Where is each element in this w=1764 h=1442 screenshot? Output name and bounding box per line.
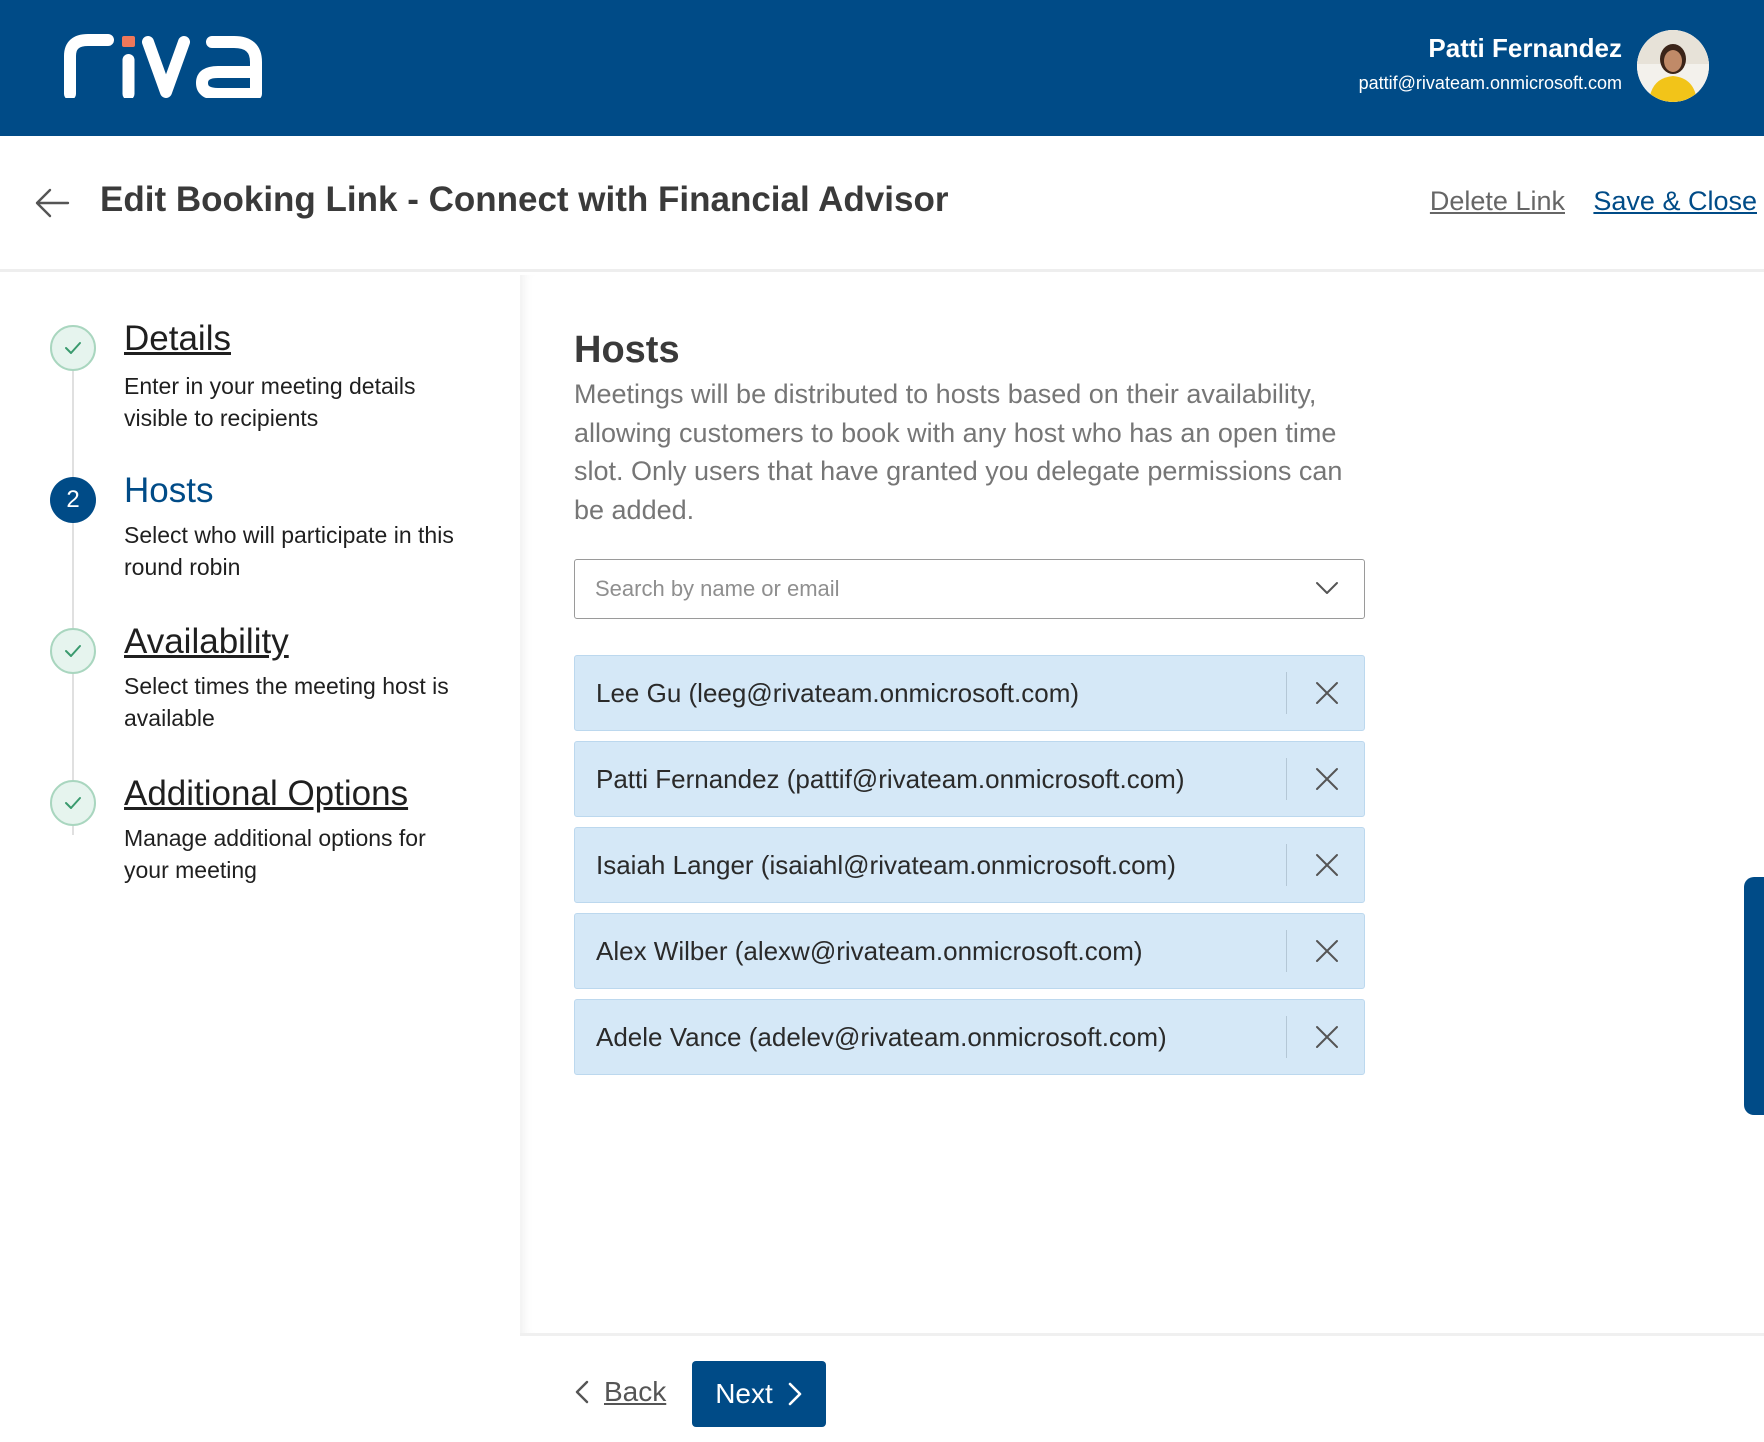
- step-title-availability[interactable]: Availability: [124, 622, 289, 661]
- divider: [1286, 1016, 1288, 1058]
- step-description: Select times the meeting host is available: [124, 673, 449, 731]
- back-arrow-icon[interactable]: [32, 186, 72, 220]
- step-description: Manage additional options for your meeting: [124, 825, 426, 883]
- avatar[interactable]: [1637, 30, 1709, 102]
- delete-link-button[interactable]: Delete Link: [1429, 186, 1565, 216]
- side-panel-tab[interactable]: [1744, 877, 1764, 1115]
- step-navigation: [0, 275, 520, 1442]
- hosts-panel: [520, 275, 1764, 1333]
- search-input[interactable]: [595, 560, 1275, 617]
- close-icon[interactable]: [1314, 938, 1340, 964]
- step-number-badge: 2: [50, 477, 96, 523]
- close-icon[interactable]: [1314, 766, 1340, 792]
- host-label: Isaiah Langer (isaiahl@rivateam.onmicrosoft.com): [596, 850, 1176, 880]
- host-label: Patti Fernandez (pattif@rivateam.onmicrosoft.com): [596, 764, 1185, 794]
- step-connector-line: [72, 355, 74, 835]
- divider: [1286, 844, 1288, 886]
- close-icon[interactable]: [1314, 1024, 1340, 1050]
- host-label: Alex Wilber (alexw@rivateam.onmicrosoft.com): [596, 936, 1143, 966]
- divider: [1286, 930, 1288, 972]
- step-title-additional-options[interactable]: Additional Options: [124, 774, 409, 813]
- step-complete-badge: [50, 628, 96, 674]
- close-icon[interactable]: [1314, 852, 1340, 878]
- save-close-button[interactable]: Save & Close: [1593, 186, 1757, 216]
- chevron-right-icon: [787, 1381, 803, 1407]
- step-description: Enter in your meeting details visible to recipients: [124, 373, 416, 431]
- check-icon: [52, 782, 94, 824]
- user-name: Patti Fernandez: [1428, 33, 1622, 63]
- step-title-details[interactable]: Details: [124, 319, 231, 358]
- host-chip: [574, 827, 1365, 903]
- chevron-down-icon[interactable]: [1314, 578, 1340, 598]
- close-icon[interactable]: [1314, 680, 1340, 706]
- selected-hosts-list: [574, 655, 1365, 1085]
- user-email: pattif@rivateam.onmicrosoft.com: [1358, 73, 1622, 93]
- host-chip: [574, 655, 1365, 731]
- step-description: Select who will participate in this round robin: [124, 522, 454, 580]
- user-info: [1359, 28, 1622, 98]
- step-title-hosts[interactable]: Hosts: [124, 471, 214, 510]
- back-label: Back: [604, 1376, 667, 1407]
- next-button[interactable]: [692, 1361, 826, 1427]
- host-label: Adele Vance (adelev@rivateam.onmicrosoft.com): [596, 1022, 1167, 1052]
- step-complete-badge: [50, 780, 96, 826]
- host-label: Lee Gu (leeg@rivateam.onmicrosoft.com): [596, 678, 1080, 708]
- page-title: Edit Booking Link - Connect with Financial Advisor: [100, 180, 949, 219]
- title-bar: [0, 136, 1764, 272]
- wizard-footer: [520, 1333, 1764, 1442]
- divider: [1286, 758, 1288, 800]
- step-complete-badge: [50, 325, 96, 371]
- host-chip: [574, 741, 1365, 817]
- divider: [1286, 672, 1288, 714]
- riva-logo[interactable]: [62, 32, 262, 98]
- section-title: Hosts: [574, 329, 680, 371]
- chevron-left-icon: [574, 1379, 590, 1405]
- app-header: [0, 0, 1764, 136]
- host-search-dropdown[interactable]: [574, 559, 1365, 619]
- check-icon: [52, 327, 94, 369]
- host-chip: [574, 913, 1365, 989]
- host-chip: [574, 999, 1365, 1075]
- check-icon: [52, 630, 94, 672]
- next-label: Next: [715, 1378, 773, 1409]
- section-description: Meetings will be distributed to hosts based on their availability, allowing customers to book with any host who has an open time slot. Only users that have granted you delegate permissions can be added.: [574, 379, 1343, 525]
- back-button[interactable]: [574, 1376, 666, 1408]
